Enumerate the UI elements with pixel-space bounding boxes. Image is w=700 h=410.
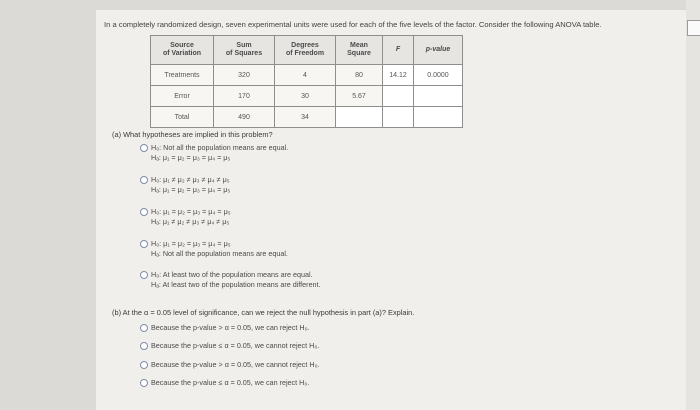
cell-sum-of-squares: 170 <box>214 86 275 107</box>
cell-sum-of-squares: 490 <box>214 107 275 128</box>
cell-f: 14.12 <box>383 65 414 86</box>
cell-p-value <box>414 107 463 128</box>
cell-p-value <box>414 86 463 107</box>
table-header-row <box>151 36 463 65</box>
header-sum-of-squares: Sum of Squares <box>214 36 275 65</box>
radio-button[interactable] <box>140 144 148 152</box>
cell-source: Treatments <box>151 65 214 86</box>
option-null-hypothesis: H₀: Not all the population means are equal. <box>151 143 289 152</box>
part-a-option-5[interactable] <box>140 270 321 289</box>
scrollbar-tab[interactable] <box>687 20 700 36</box>
header-f: F <box>383 36 414 65</box>
option-alternative-hypothesis: Hₐ: μ₁ = μ₂ = μ₃ = μ₄ = μ₅ <box>151 152 231 162</box>
header-p-value: p-value <box>414 36 463 65</box>
table-row <box>151 107 463 128</box>
cell-mean-square: 5.67 <box>336 86 383 107</box>
option-null-hypothesis: H₀: μ₁ = μ₂ = μ₃ = μ₄ = μ₅ <box>151 239 231 248</box>
scrollbar[interactable] <box>686 0 700 410</box>
header-source: Source of Variation <box>151 36 214 65</box>
option-null-hypothesis: H₀: μ₁ = μ₂ = μ₃ = μ₄ = μ₅ <box>151 207 231 216</box>
part-b-option-4[interactable] <box>140 378 309 388</box>
part-b-option-2[interactable] <box>140 341 319 351</box>
option-alternative-hypothesis: Hₐ: Not all the population means are equal. <box>151 248 288 258</box>
cell-degrees-of-freedom: 34 <box>275 107 336 128</box>
cell-source: Total <box>151 107 214 128</box>
radio-button[interactable] <box>140 324 148 332</box>
option-text: Because the p-value > α = 0.05, we can reject H₀. <box>151 323 310 332</box>
part-a-option-4[interactable] <box>140 239 288 258</box>
option-alternative-hypothesis: Hₐ: At least two of the population means are different. <box>151 279 321 289</box>
anova-table <box>150 35 463 128</box>
table-row <box>151 65 463 86</box>
cell-sum-of-squares: 320 <box>214 65 275 86</box>
part-a-option-2[interactable] <box>140 175 230 194</box>
radio-button[interactable] <box>140 271 148 279</box>
header-mean-square: Mean Square <box>336 36 383 65</box>
radio-button[interactable] <box>140 361 148 369</box>
option-null-hypothesis: H₀: μ₁ ≠ μ₂ ≠ μ₃ ≠ μ₄ ≠ μ₅ <box>151 175 230 184</box>
problem-intro: In a completely randomized design, seven experimental units were used for each of the five levels of the factor. Consider the following ANOVA table. <box>104 20 602 29</box>
radio-button[interactable] <box>140 342 148 350</box>
radio-button[interactable] <box>140 208 148 216</box>
cell-f <box>383 86 414 107</box>
option-alternative-hypothesis: Hₐ: μ₁ = μ₂ = μ₃ = μ₄ = μ₅ <box>151 184 231 194</box>
part-b-question: (b) At the α = 0.05 level of significance, can we reject the null hypothesis in part (a)? Explain. <box>112 308 415 317</box>
table-row <box>151 86 463 107</box>
option-text: Because the p-value ≤ α = 0.05, we can reject H₀. <box>151 378 310 387</box>
part-a-option-3[interactable] <box>140 207 231 226</box>
option-text: Because the p-value > α = 0.05, we cannot reject H₀. <box>151 360 320 369</box>
radio-button[interactable] <box>140 176 148 184</box>
radio-button[interactable] <box>140 379 148 387</box>
cell-f <box>383 107 414 128</box>
cell-degrees-of-freedom: 4 <box>275 65 336 86</box>
header-degrees-of-freedom: Degrees of Freedom <box>275 36 336 65</box>
radio-button[interactable] <box>140 240 148 248</box>
part-a-option-1[interactable] <box>140 143 288 162</box>
cell-p-value: 0.0000 <box>414 65 463 86</box>
cell-degrees-of-freedom: 30 <box>275 86 336 107</box>
cell-source: Error <box>151 86 214 107</box>
option-text: Because the p-value ≤ α = 0.05, we cannot reject H₀. <box>151 341 320 350</box>
cell-mean-square: 80 <box>336 65 383 86</box>
cell-mean-square <box>336 107 383 128</box>
option-null-hypothesis: H₀: At least two of the population means are equal. <box>151 270 313 279</box>
part-a-question: (a) What hypotheses are implied in this problem? <box>112 130 273 139</box>
option-alternative-hypothesis: Hₐ: μ₁ ≠ μ₂ ≠ μ₃ ≠ μ₄ ≠ μ₅ <box>151 216 230 226</box>
part-b-option-3[interactable] <box>140 360 320 370</box>
part-b-option-1[interactable] <box>140 323 310 333</box>
